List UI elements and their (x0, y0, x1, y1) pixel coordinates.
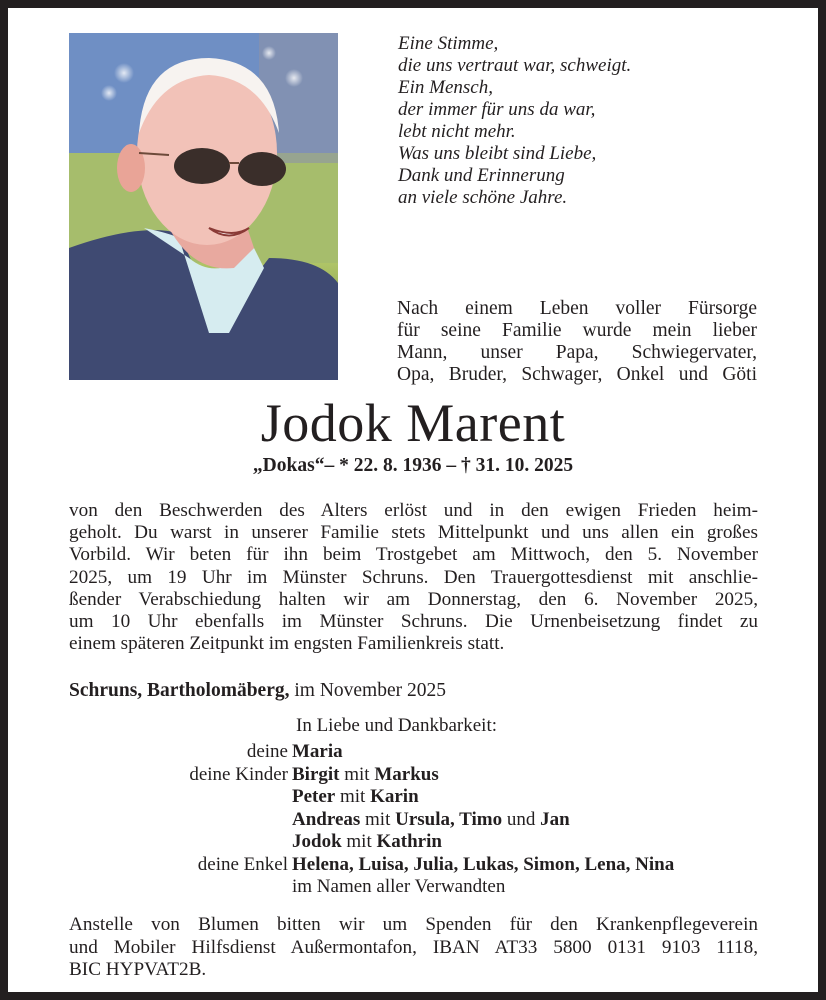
family-row (8, 831, 818, 854)
family-member-name: Markus (374, 763, 439, 785)
family-names (292, 809, 570, 832)
footer-line: Anstelle von Blumen bitten wir um Spenden für den Krankenpflegeverein (69, 914, 758, 935)
family-member-name: Ursula, Timo (395, 808, 503, 830)
obituary-notice (8, 8, 818, 992)
family-relation: deine Kinder (189, 763, 288, 785)
donation-note (69, 914, 758, 982)
family-names (292, 831, 442, 854)
intro-text (397, 298, 757, 386)
intro-line: für seine Familie wurde mein lieber (397, 320, 757, 341)
footer-line: und Mobiler Hilfsdienst Außermontafon, IBAN AT33 5800 0131 9103 1118, (69, 936, 758, 958)
family-row (8, 741, 818, 764)
family-row (8, 854, 818, 877)
body-line: ßender Verabschiedung halten wir am Donnerstag, den 6. November 2025, (69, 588, 758, 610)
connector-text: mit (339, 763, 375, 785)
family-member-name: Jan (540, 808, 570, 830)
family-member-name: Helena, Luisa, Julia, Lukas, Simon, Lena, Nina (292, 853, 675, 875)
family-row (8, 764, 818, 787)
poem-line: Eine Stimme, (398, 33, 499, 54)
footer-line: BIC HYPVAT2B. (69, 959, 207, 980)
connector-text: und (502, 808, 541, 830)
poem-line: Ein Mensch, (398, 77, 493, 98)
family-row (8, 786, 818, 809)
poem-line: Was uns bleibt sind Liebe, (398, 143, 597, 164)
body-line: 2025, um 19 Uhr im Münster Schruns. Den Trauergottesdienst mit anschlie- (69, 566, 758, 588)
family-names (292, 764, 439, 787)
family-relation: deine (246, 741, 288, 762)
connector-text: mit (360, 808, 396, 830)
family-list (8, 741, 818, 899)
family-relation (8, 831, 292, 854)
portrait-illustration (69, 33, 338, 380)
poem-line: Dank und Erinnerung (398, 165, 565, 186)
thanks-heading: In Liebe und Dankbarkeit: (296, 715, 498, 736)
place-and-date (69, 679, 446, 703)
connector-text: mit (341, 831, 377, 852)
family-member-name: Peter (292, 786, 336, 807)
body-line: Vorbild. Wir beten für ihn beim Trostgebet am Mittwoch, den 5. November (69, 544, 758, 566)
family-row (8, 809, 818, 832)
family-relation (8, 786, 292, 809)
family-row (8, 876, 818, 899)
intro-line: Nach einem Leben voller Fürsorge (397, 298, 757, 319)
body-line: um 10 Uhr ebenfalls im Münster Schruns. Die Urnenbeisetzung findet zu (69, 611, 758, 633)
poem-line: an viele schöne Jahre. (398, 187, 568, 208)
family-relation: deine Enkel (197, 853, 288, 875)
life-dates (8, 454, 818, 478)
family-names (292, 876, 505, 899)
body-line: von den Beschwerden des Alters erlöst und in den ewigen Frieden heim- (69, 500, 758, 521)
body-line: geholt. Du warst in unserer Familie stets Mittelpunkt und uns allen ein großes (69, 522, 758, 544)
family-member-name: Karin (370, 786, 419, 807)
family-member-name: Kathrin (376, 831, 442, 852)
family-relation (8, 809, 292, 832)
place-location: Schruns, Bartholomäberg, (69, 680, 290, 701)
place-date: im November 2025 (289, 680, 446, 701)
family-member-name: Jodok (292, 831, 342, 852)
nickname: „Dokas“ (252, 455, 325, 476)
intro-line: Mann, unser Papa, Schwiegervater, (397, 342, 757, 363)
portrait-photo (69, 33, 338, 380)
deceased-name: Jodok Marent (260, 393, 566, 453)
birth-date: – * 22. 8. 1936 – (324, 455, 461, 476)
death-date: † 31. 10. 2025 (460, 455, 574, 476)
family-member-name: Andreas (292, 808, 361, 830)
announcement-body (69, 500, 758, 655)
family-member-name: Birgit (292, 763, 340, 785)
connector-text: mit (335, 786, 371, 807)
poem-line: lebt nicht mehr. (398, 121, 516, 142)
intro-line: Opa, Bruder, Schwager, Onkel und Göti (397, 364, 757, 385)
family-relation (8, 876, 292, 899)
family-names (292, 854, 674, 877)
family-names (292, 786, 419, 809)
family-member-name: Maria (292, 741, 343, 762)
connector-text: im Namen aller Verwandten (292, 876, 506, 897)
poem-line: die uns vertraut war, schweigt. (398, 55, 632, 76)
poem-line: der immer für uns da war, (398, 99, 596, 120)
family-names (292, 741, 343, 764)
poem (398, 33, 631, 209)
body-line: einem späteren Zeitpunkt im engsten Familienkreis statt. (69, 633, 505, 655)
